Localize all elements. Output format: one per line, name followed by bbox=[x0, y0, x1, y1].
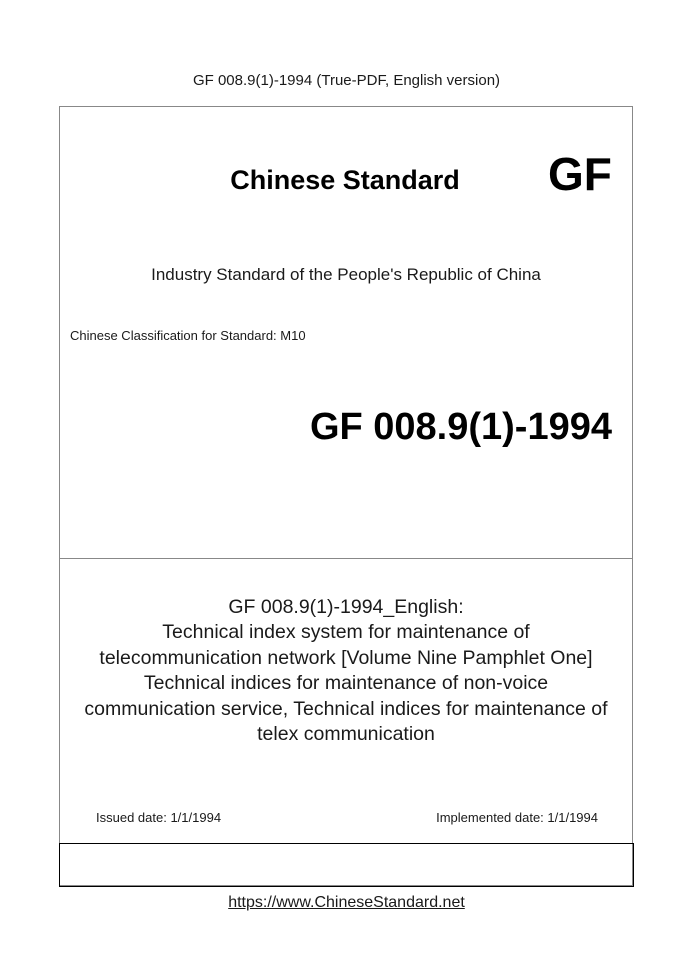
gf-mark: GF bbox=[548, 148, 612, 200]
document-header-caption: GF 008.9(1)-1994 (True-PDF, English version) bbox=[192, 72, 501, 89]
cover-frame bbox=[59, 106, 633, 886]
cover-title: Chinese Standard bbox=[230, 165, 460, 195]
issued-date: Issued date: 1/1/1994 bbox=[96, 810, 222, 825]
standard-description bbox=[59, 595, 633, 747]
implemented-date: Implemented date: 1/1/1994 bbox=[436, 810, 598, 825]
cover-subtitle: Industry Standard of the People's Republic of China bbox=[151, 265, 541, 284]
classification-label: Chinese Classification for Standard: M10 bbox=[70, 328, 306, 343]
description-line: Technical index system for maintenance of bbox=[162, 621, 530, 644]
description-line: communication service, Technical indices for maintenance of bbox=[84, 697, 608, 720]
description-line: Technical indices for maintenance of non-voice bbox=[143, 672, 549, 695]
description-line: telecommunication network [Volume Nine Pamphlet One] bbox=[99, 646, 593, 669]
description-line: GF 008.9(1)-1994_English: bbox=[228, 596, 464, 618]
cover-divider bbox=[59, 558, 633, 559]
cover-bottom-box bbox=[59, 843, 634, 887]
description-line: telex communication bbox=[257, 723, 435, 746]
standard-number: GF 008.9(1)-1994 bbox=[309, 406, 612, 448]
website-link[interactable]: https://www.ChineseStandard.net bbox=[228, 894, 465, 911]
